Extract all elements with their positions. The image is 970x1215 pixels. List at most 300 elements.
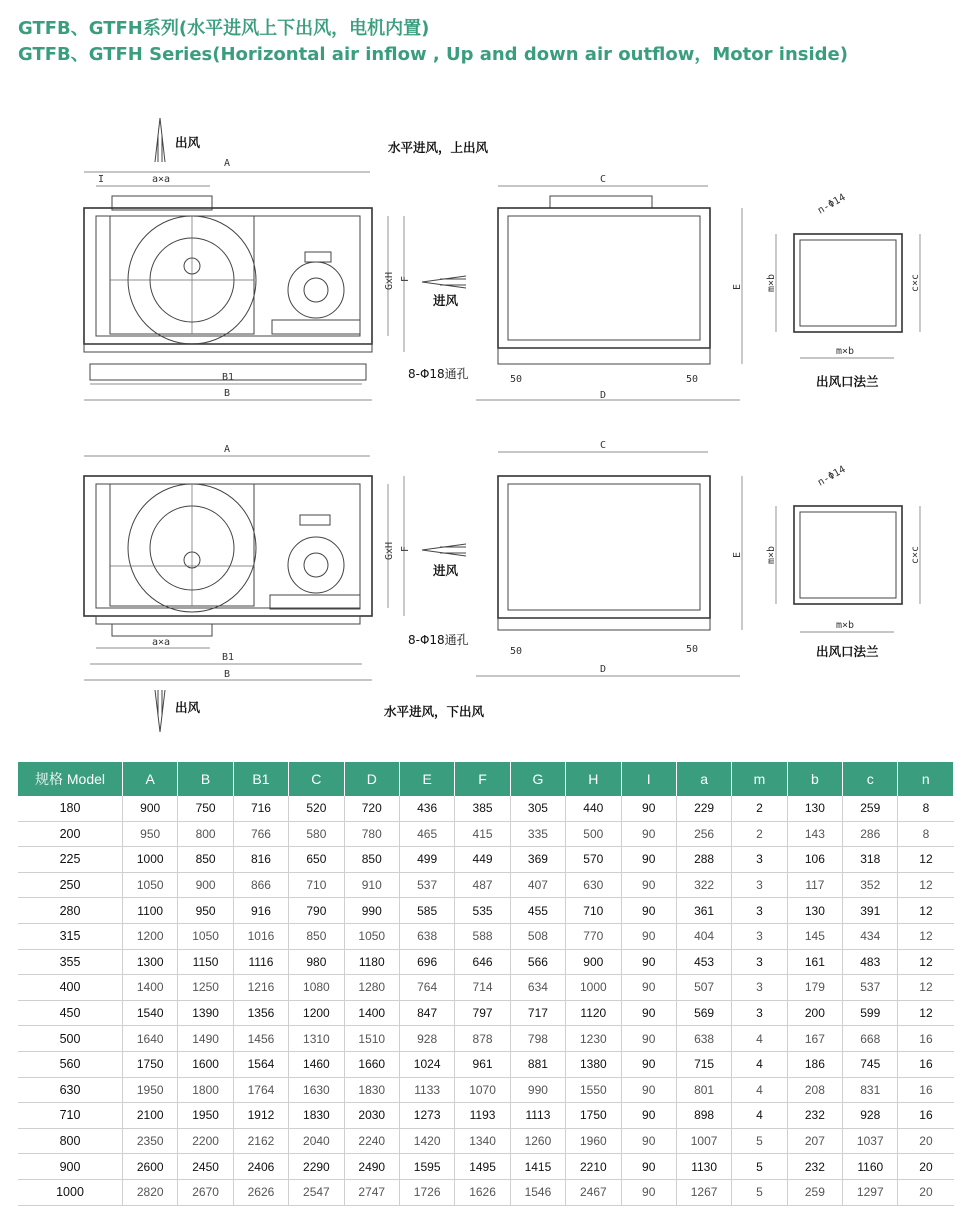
table-row (18, 821, 954, 847)
value-cell: 900 (178, 872, 233, 898)
value-cell: 259 (787, 1179, 842, 1205)
value-cell: 928 (399, 1026, 454, 1052)
down-arrow-icon (155, 690, 165, 732)
value-cell: 1660 (344, 1051, 399, 1077)
value-cell: 465 (399, 821, 454, 847)
value-cell: 449 (455, 847, 510, 873)
dim-50-right-top: 50 (686, 374, 699, 385)
inlet-label-bottom: 进风 (433, 563, 459, 578)
value-cell: 4 (732, 1051, 787, 1077)
value-cell: 16 (898, 1103, 954, 1129)
value-cell: 16 (898, 1077, 954, 1103)
value-cell: 232 (787, 1154, 842, 1180)
value-cell: 186 (787, 1051, 842, 1077)
model-cell: 250 (18, 872, 123, 898)
dim-B-top: B (224, 388, 231, 399)
column-header: m (732, 762, 787, 796)
value-cell: 90 (621, 872, 676, 898)
value-cell: 950 (123, 821, 178, 847)
value-cell: 1490 (178, 1026, 233, 1052)
dim-B-bottom: B (224, 669, 231, 680)
value-cell: 1130 (676, 1154, 731, 1180)
value-cell: 335 (510, 821, 565, 847)
value-cell: 369 (510, 847, 565, 873)
value-cell: 1000 (566, 975, 621, 1001)
value-cell: 2670 (178, 1179, 233, 1205)
value-cell: 3 (732, 847, 787, 873)
caption-bottom: 水平进风，下出风 (384, 704, 485, 719)
dim-mxb-flange-bottom-bottom: m×b (836, 620, 855, 631)
dim-axa-top: a×a (152, 174, 171, 185)
value-cell: 1050 (178, 923, 233, 949)
flange-view-top (766, 192, 921, 389)
value-cell: 90 (621, 1077, 676, 1103)
model-cell: 1000 (18, 1179, 123, 1205)
value-cell: 1912 (233, 1103, 288, 1129)
value-cell: 1950 (123, 1077, 178, 1103)
dim-E-top: E (732, 283, 743, 290)
value-cell: 710 (566, 898, 621, 924)
value-cell: 207 (787, 1128, 842, 1154)
flange-caption-top: 出风口法兰 (816, 374, 879, 389)
value-cell: 1250 (178, 975, 233, 1001)
value-cell: 1200 (289, 1000, 344, 1026)
dim-50-left-top: 50 (510, 374, 523, 385)
value-cell: 90 (621, 847, 676, 873)
value-cell: 650 (289, 847, 344, 873)
value-cell: 1640 (123, 1026, 178, 1052)
value-cell: 90 (621, 1128, 676, 1154)
value-cell: 766 (233, 821, 288, 847)
value-cell: 714 (455, 975, 510, 1001)
value-cell: 1007 (676, 1128, 731, 1154)
value-cell: 1100 (123, 898, 178, 924)
table-header (18, 762, 954, 796)
value-cell: 1420 (399, 1128, 454, 1154)
value-cell: 2820 (123, 1179, 178, 1205)
value-cell: 499 (399, 847, 454, 873)
value-cell: 90 (621, 1179, 676, 1205)
value-cell: 537 (843, 975, 898, 1001)
value-cell: 1495 (455, 1154, 510, 1180)
value-cell: 1070 (455, 1077, 510, 1103)
value-cell: 1000 (123, 847, 178, 873)
value-cell: 2 (732, 821, 787, 847)
hole-note-bottom: 8-Φ18通孔 (408, 633, 469, 647)
value-cell: 5 (732, 1128, 787, 1154)
value-cell: 1830 (344, 1077, 399, 1103)
end-view-bottom (408, 440, 743, 676)
value-cell: 1456 (233, 1026, 288, 1052)
value-cell: 12 (898, 1000, 954, 1026)
value-cell: 12 (898, 975, 954, 1001)
dim-A-bottom: A (224, 444, 231, 455)
value-cell: 2210 (566, 1154, 621, 1180)
value-cell: 2406 (233, 1154, 288, 1180)
value-cell: 1830 (289, 1103, 344, 1129)
column-header: F (455, 762, 510, 796)
value-cell: 4 (732, 1103, 787, 1129)
value-cell: 453 (676, 949, 731, 975)
value-cell: 507 (676, 975, 731, 1001)
value-cell: 2100 (123, 1103, 178, 1129)
value-cell: 12 (898, 872, 954, 898)
model-cell: 400 (18, 975, 123, 1001)
value-cell: 90 (621, 898, 676, 924)
value-cell: 487 (455, 872, 510, 898)
value-cell: 20 (898, 1128, 954, 1154)
value-cell: 1160 (843, 1154, 898, 1180)
value-cell: 1024 (399, 1051, 454, 1077)
dim-B1-bottom: B1 (222, 652, 235, 663)
column-header: C (289, 762, 344, 796)
value-cell: 850 (289, 923, 344, 949)
value-cell: 90 (621, 1051, 676, 1077)
value-cell: 1550 (566, 1077, 621, 1103)
value-cell: 322 (676, 872, 731, 898)
value-cell: 1540 (123, 1000, 178, 1026)
up-arrow-icon (155, 118, 165, 162)
column-header: n (898, 762, 954, 796)
outlet-label-bottom: 出风 (175, 700, 201, 715)
value-cell: 764 (399, 975, 454, 1001)
value-cell: 990 (510, 1077, 565, 1103)
value-cell: 990 (344, 898, 399, 924)
value-cell: 361 (676, 898, 731, 924)
flange-holes-bottom: n-Φ14 (816, 464, 848, 489)
value-cell: 1415 (510, 1154, 565, 1180)
value-cell: 1080 (289, 975, 344, 1001)
outlet-label-top: 出风 (175, 135, 201, 150)
value-cell: 1750 (123, 1051, 178, 1077)
dim-mxb-flange-bottom-top: m×b (836, 346, 855, 357)
value-cell: 881 (510, 1051, 565, 1077)
value-cell: 850 (178, 847, 233, 873)
dim-D-bottom: D (600, 664, 607, 675)
value-cell: 436 (399, 796, 454, 821)
value-cell: 634 (510, 975, 565, 1001)
value-cell: 1133 (399, 1077, 454, 1103)
dim-GxH-top: GxH (384, 271, 395, 290)
value-cell: 12 (898, 949, 954, 975)
value-cell: 2040 (289, 1128, 344, 1154)
value-cell: 1037 (843, 1128, 898, 1154)
value-cell: 2467 (566, 1179, 621, 1205)
dim-cxc-flange-top: c×c (910, 273, 921, 292)
column-header: c (843, 762, 898, 796)
value-cell: 668 (843, 1026, 898, 1052)
value-cell: 3 (732, 898, 787, 924)
value-cell: 1726 (399, 1179, 454, 1205)
value-cell: 1273 (399, 1103, 454, 1129)
value-cell: 3 (732, 949, 787, 975)
inlet-arrow-icon (422, 544, 466, 556)
model-cell: 355 (18, 949, 123, 975)
table-row (18, 1000, 954, 1026)
value-cell: 980 (289, 949, 344, 975)
table-body (18, 796, 954, 1205)
value-cell: 696 (399, 949, 454, 975)
value-cell: 1950 (178, 1103, 233, 1129)
column-header: H (566, 762, 621, 796)
value-cell: 1310 (289, 1026, 344, 1052)
value-cell: 4 (732, 1026, 787, 1052)
value-cell: 286 (843, 821, 898, 847)
value-cell: 2162 (233, 1128, 288, 1154)
model-cell: 315 (18, 923, 123, 949)
side-view-bottom (84, 444, 485, 732)
value-cell: 1356 (233, 1000, 288, 1026)
value-cell: 520 (289, 796, 344, 821)
value-cell: 90 (621, 923, 676, 949)
value-cell: 1050 (344, 923, 399, 949)
title-chinese: GTFB、GTFH系列(水平进风上下出风，电机内置) (18, 18, 430, 39)
value-cell: 910 (344, 872, 399, 898)
value-cell: 715 (676, 1051, 731, 1077)
value-cell: 816 (233, 847, 288, 873)
value-cell: 90 (621, 821, 676, 847)
dim-F-bottom: F (400, 545, 411, 552)
column-header: I (621, 762, 676, 796)
value-cell: 1297 (843, 1179, 898, 1205)
value-cell: 961 (455, 1051, 510, 1077)
column-header: E (399, 762, 454, 796)
value-cell: 720 (344, 796, 399, 821)
value-cell: 288 (676, 847, 731, 873)
dim-axa-bottom: a×a (152, 637, 171, 648)
value-cell: 2547 (289, 1179, 344, 1205)
dim-I-top: I (98, 174, 105, 185)
table-row (18, 923, 954, 949)
table-row (18, 796, 954, 821)
value-cell: 850 (344, 847, 399, 873)
table-row (18, 1051, 954, 1077)
value-cell: 352 (843, 872, 898, 898)
value-cell: 2350 (123, 1128, 178, 1154)
dim-mxb-flange-left-top: m×b (766, 273, 777, 292)
dim-B1-top: B1 (222, 372, 235, 383)
value-cell: 2240 (344, 1128, 399, 1154)
value-cell: 800 (178, 821, 233, 847)
value-cell: 646 (455, 949, 510, 975)
spec-table (18, 762, 954, 1206)
value-cell: 537 (399, 872, 454, 898)
value-cell: 8 (898, 821, 954, 847)
value-cell: 90 (621, 975, 676, 1001)
model-cell: 225 (18, 847, 123, 873)
value-cell: 106 (787, 847, 842, 873)
value-cell: 569 (676, 1000, 731, 1026)
value-cell: 2490 (344, 1154, 399, 1180)
value-cell: 790 (289, 898, 344, 924)
dim-F-top: F (400, 275, 411, 282)
value-cell: 90 (621, 1000, 676, 1026)
table-row (18, 847, 954, 873)
table-row (18, 1103, 954, 1129)
value-cell: 2600 (123, 1154, 178, 1180)
value-cell: 1116 (233, 949, 288, 975)
flange-view-bottom (766, 464, 921, 659)
value-cell: 90 (621, 949, 676, 975)
value-cell: 508 (510, 923, 565, 949)
value-cell: 1230 (566, 1026, 621, 1052)
value-cell: 1300 (123, 949, 178, 975)
value-cell: 900 (566, 949, 621, 975)
model-cell: 710 (18, 1103, 123, 1129)
value-cell: 950 (178, 898, 233, 924)
value-cell: 208 (787, 1077, 842, 1103)
value-cell: 1050 (123, 872, 178, 898)
value-cell: 1400 (123, 975, 178, 1001)
value-cell: 256 (676, 821, 731, 847)
value-cell: 535 (455, 898, 510, 924)
model-cell: 280 (18, 898, 123, 924)
value-cell: 798 (510, 1026, 565, 1052)
value-cell: 797 (455, 1000, 510, 1026)
column-header: A (123, 762, 178, 796)
value-cell: 385 (455, 796, 510, 821)
table-row (18, 1179, 954, 1205)
value-cell: 4 (732, 1077, 787, 1103)
value-cell: 1800 (178, 1077, 233, 1103)
value-cell: 90 (621, 1103, 676, 1129)
value-cell: 5 (732, 1179, 787, 1205)
side-view-top (84, 118, 489, 400)
value-cell: 1340 (455, 1128, 510, 1154)
value-cell: 580 (289, 821, 344, 847)
value-cell: 404 (676, 923, 731, 949)
dim-C-bottom: C (600, 440, 607, 451)
value-cell: 500 (566, 821, 621, 847)
value-cell: 1016 (233, 923, 288, 949)
dim-GxH-bottom: GxH (384, 541, 395, 560)
hole-note-top: 8-Φ18通孔 (408, 367, 469, 381)
model-cell: 500 (18, 1026, 123, 1052)
value-cell: 2200 (178, 1128, 233, 1154)
value-cell: 179 (787, 975, 842, 1001)
value-cell: 1595 (399, 1154, 454, 1180)
dim-D-top: D (600, 390, 607, 401)
caption-top: 水平进风，上出风 (388, 140, 489, 155)
value-cell: 898 (676, 1103, 731, 1129)
value-cell: 1626 (455, 1179, 510, 1205)
value-cell: 1564 (233, 1051, 288, 1077)
value-cell: 2290 (289, 1154, 344, 1180)
value-cell: 716 (233, 796, 288, 821)
value-cell: 1193 (455, 1103, 510, 1129)
value-cell: 780 (344, 821, 399, 847)
value-cell: 2626 (233, 1179, 288, 1205)
value-cell: 1280 (344, 975, 399, 1001)
value-cell: 200 (787, 1000, 842, 1026)
value-cell: 12 (898, 847, 954, 873)
value-cell: 717 (510, 1000, 565, 1026)
column-header: 规格 Model (18, 762, 123, 796)
column-header: D (344, 762, 399, 796)
value-cell: 638 (399, 923, 454, 949)
value-cell: 585 (399, 898, 454, 924)
value-cell: 1200 (123, 923, 178, 949)
value-cell: 90 (621, 796, 676, 821)
value-cell: 1260 (510, 1128, 565, 1154)
value-cell: 1120 (566, 1000, 621, 1026)
value-cell: 161 (787, 949, 842, 975)
value-cell: 130 (787, 796, 842, 821)
value-cell: 847 (399, 1000, 454, 1026)
dim-A-top: A (224, 158, 231, 169)
value-cell: 3 (732, 872, 787, 898)
value-cell: 407 (510, 872, 565, 898)
value-cell: 2747 (344, 1179, 399, 1205)
value-cell: 1600 (178, 1051, 233, 1077)
value-cell: 16 (898, 1026, 954, 1052)
dim-cxc-flange-bottom: c×c (910, 545, 921, 564)
value-cell: 5 (732, 1154, 787, 1180)
value-cell: 1960 (566, 1128, 621, 1154)
value-cell: 1764 (233, 1077, 288, 1103)
model-cell: 630 (18, 1077, 123, 1103)
value-cell: 2450 (178, 1154, 233, 1180)
model-cell: 560 (18, 1051, 123, 1077)
value-cell: 1750 (566, 1103, 621, 1129)
table-row (18, 975, 954, 1001)
value-cell: 570 (566, 847, 621, 873)
value-cell: 16 (898, 1051, 954, 1077)
value-cell: 1390 (178, 1000, 233, 1026)
column-header: B1 (233, 762, 288, 796)
column-header: a (676, 762, 731, 796)
value-cell: 259 (843, 796, 898, 821)
value-cell: 2030 (344, 1103, 399, 1129)
dim-C-top: C (600, 174, 607, 185)
value-cell: 167 (787, 1026, 842, 1052)
value-cell: 20 (898, 1154, 954, 1180)
value-cell: 916 (233, 898, 288, 924)
value-cell: 90 (621, 1026, 676, 1052)
value-cell: 1546 (510, 1179, 565, 1205)
value-cell: 130 (787, 898, 842, 924)
value-cell: 3 (732, 975, 787, 1001)
value-cell: 145 (787, 923, 842, 949)
value-cell: 750 (178, 796, 233, 821)
value-cell: 878 (455, 1026, 510, 1052)
value-cell: 1216 (233, 975, 288, 1001)
value-cell: 1113 (510, 1103, 565, 1129)
end-view-top (408, 174, 743, 401)
value-cell: 1180 (344, 949, 399, 975)
value-cell: 318 (843, 847, 898, 873)
table-row (18, 1128, 954, 1154)
value-cell: 1460 (289, 1051, 344, 1077)
value-cell: 928 (843, 1103, 898, 1129)
value-cell: 391 (843, 898, 898, 924)
value-cell: 638 (676, 1026, 731, 1052)
model-cell: 200 (18, 821, 123, 847)
value-cell: 434 (843, 923, 898, 949)
value-cell: 440 (566, 796, 621, 821)
value-cell: 801 (676, 1077, 731, 1103)
model-cell: 180 (18, 796, 123, 821)
value-cell: 1400 (344, 1000, 399, 1026)
value-cell: 117 (787, 872, 842, 898)
model-cell: 450 (18, 1000, 123, 1026)
table-row (18, 1077, 954, 1103)
value-cell: 710 (289, 872, 344, 898)
value-cell: 588 (455, 923, 510, 949)
table-row (18, 872, 954, 898)
value-cell: 143 (787, 821, 842, 847)
value-cell: 90 (621, 1154, 676, 1180)
